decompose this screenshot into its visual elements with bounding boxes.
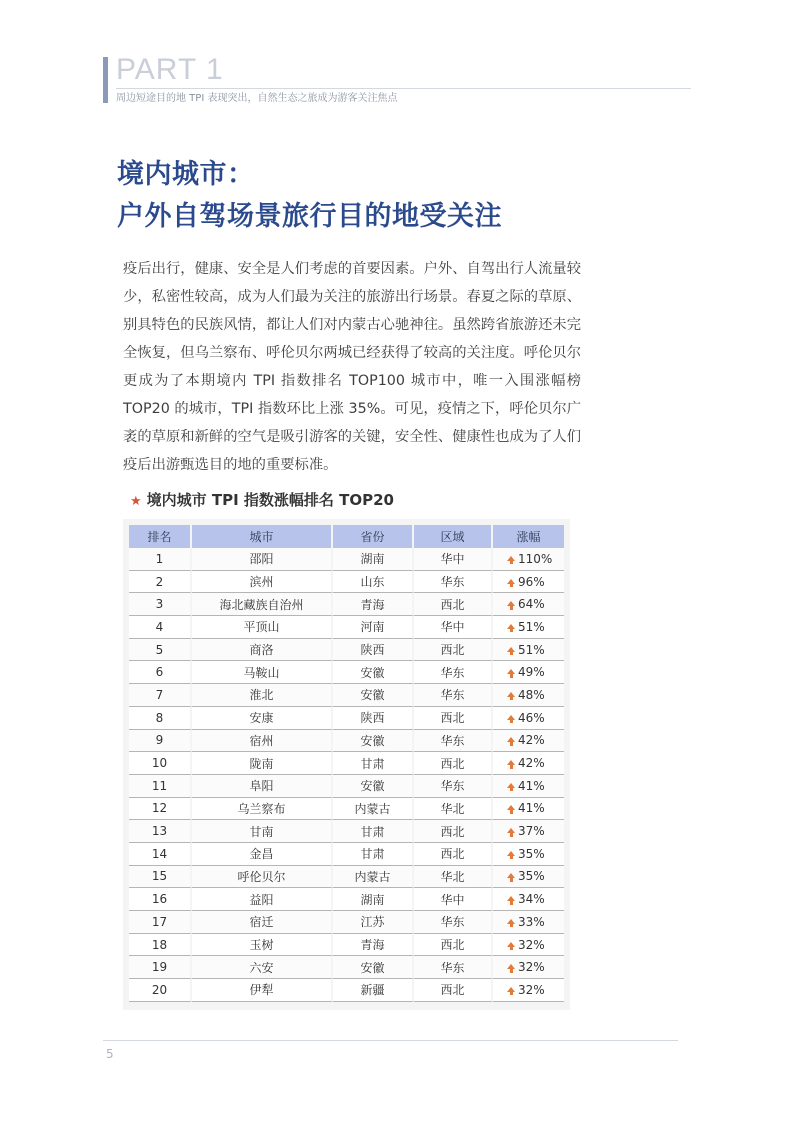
- cell-rank: 11: [129, 775, 192, 798]
- cell-region: 华东: [414, 571, 493, 594]
- cell-rank: 14: [129, 843, 192, 866]
- cell-region: 西北: [414, 979, 493, 1002]
- up-arrow-stem: [510, 901, 513, 905]
- cell-province: 甘肃: [333, 843, 414, 866]
- growth-value: 48%: [518, 687, 545, 702]
- cell-rank: 2: [129, 571, 192, 594]
- cell-province: 安徽: [333, 684, 414, 707]
- cell-city: 伊犁: [192, 979, 333, 1002]
- cell-region: 西北: [414, 752, 493, 775]
- cell-province: 内蒙古: [333, 798, 414, 821]
- cell-province: 湖南: [333, 548, 414, 571]
- growth-value: 34%: [518, 892, 545, 907]
- cell-province: 湖南: [333, 888, 414, 911]
- cell-region: 华北: [414, 798, 493, 821]
- column-header-province: 省份: [333, 525, 414, 548]
- cell-province: 青海: [333, 593, 414, 616]
- up-arrow-stem: [510, 628, 513, 632]
- cell-rank: 9: [129, 730, 192, 753]
- growth-value: 96%: [518, 574, 545, 589]
- cell-growth: [493, 843, 564, 866]
- table-row: [129, 775, 564, 798]
- cell-rank: 5: [129, 639, 192, 662]
- cell-province: 山东: [333, 571, 414, 594]
- cell-city: 商洛: [192, 639, 333, 662]
- cell-growth: [493, 730, 564, 753]
- cell-growth: [493, 956, 564, 979]
- cell-growth: [493, 593, 564, 616]
- up-arrow-stem: [510, 742, 513, 746]
- section-heading-line2: 户外自驾场景旅行目的地受关注: [117, 201, 502, 232]
- cell-city: 海北藏族自治州: [192, 593, 333, 616]
- table-row: [129, 752, 564, 775]
- cell-city: 宿迁: [192, 911, 333, 934]
- cell-growth: [493, 866, 564, 889]
- up-arrow-stem: [510, 583, 513, 587]
- growth-value: 51%: [518, 642, 545, 657]
- table-row: [129, 820, 564, 843]
- growth-value: 33%: [518, 914, 545, 929]
- cell-region: 西北: [414, 593, 493, 616]
- cell-city: 益阳: [192, 888, 333, 911]
- up-arrow-stem: [510, 969, 513, 973]
- table-row: [129, 616, 564, 639]
- cell-rank: 18: [129, 934, 192, 957]
- column-header-region: 区域: [414, 525, 493, 548]
- growth-value: 42%: [518, 756, 545, 771]
- cell-region: 华中: [414, 888, 493, 911]
- up-arrow-stem: [510, 810, 513, 814]
- cell-province: 江苏: [333, 911, 414, 934]
- cell-rank: 17: [129, 911, 192, 934]
- cell-province: 新疆: [333, 979, 414, 1002]
- up-arrow-stem: [510, 991, 513, 995]
- cell-region: 华东: [414, 730, 493, 753]
- cell-province: 安徽: [333, 775, 414, 798]
- header-divider: [116, 88, 691, 89]
- growth-value: 35%: [518, 846, 545, 861]
- column-header-city: 城市: [192, 525, 333, 548]
- cell-growth: [493, 661, 564, 684]
- table-title-text: 境内城市 TPI 指数涨幅排名 TOP20: [146, 491, 394, 509]
- table-row: [129, 798, 564, 821]
- page-number: 5: [106, 1047, 114, 1061]
- cell-region: 西北: [414, 934, 493, 957]
- cell-rank: 4: [129, 616, 192, 639]
- cell-growth: [493, 888, 564, 911]
- cell-city: 宿州: [192, 730, 333, 753]
- cell-city: 邵阳: [192, 548, 333, 571]
- cell-rank: 15: [129, 866, 192, 889]
- cell-growth: [493, 820, 564, 843]
- cell-province: 安徽: [333, 730, 414, 753]
- cell-growth: [493, 707, 564, 730]
- cell-region: 华中: [414, 616, 493, 639]
- cell-rank: 19: [129, 956, 192, 979]
- table-row: [129, 888, 564, 911]
- cell-region: 华东: [414, 911, 493, 934]
- cell-city: 马鞍山: [192, 661, 333, 684]
- cell-province: 河南: [333, 616, 414, 639]
- table-row: [129, 730, 564, 753]
- table-row: [129, 866, 564, 889]
- table-row: [129, 934, 564, 957]
- growth-value: 42%: [518, 733, 545, 748]
- cell-rank: 20: [129, 979, 192, 1002]
- up-arrow-stem: [510, 923, 513, 927]
- table-row: [129, 707, 564, 730]
- up-arrow-stem: [510, 855, 513, 859]
- up-arrow-stem: [510, 719, 513, 723]
- ranking-table: [129, 525, 564, 1002]
- table-row: [129, 684, 564, 707]
- cell-province: 安徽: [333, 956, 414, 979]
- cell-growth: [493, 571, 564, 594]
- cell-rank: 3: [129, 593, 192, 616]
- cell-city: 阜阳: [192, 775, 333, 798]
- cell-city: 呼伦贝尔: [192, 866, 333, 889]
- cell-city: 滨州: [192, 571, 333, 594]
- cell-growth: [493, 775, 564, 798]
- cell-growth: [493, 934, 564, 957]
- footer-divider: [103, 1040, 678, 1041]
- cell-growth: [493, 911, 564, 934]
- table-row: [129, 911, 564, 934]
- part-label: PART 1: [116, 53, 224, 86]
- cell-growth: [493, 639, 564, 662]
- growth-value: 35%: [518, 869, 545, 884]
- up-arrow-stem: [510, 606, 513, 610]
- up-arrow-stem: [510, 833, 513, 837]
- up-arrow-stem: [510, 696, 513, 700]
- table-title: [130, 490, 394, 512]
- cell-region: 华中: [414, 548, 493, 571]
- cell-rank: 10: [129, 752, 192, 775]
- growth-value: 32%: [518, 982, 545, 997]
- header-subtitle: 周边短途目的地 TPI 表现突出，自然生态之旅成为游客关注焦点: [116, 93, 398, 104]
- up-arrow-stem: [510, 787, 513, 791]
- table-row: [129, 639, 564, 662]
- cell-province: 内蒙古: [333, 866, 414, 889]
- up-arrow-stem: [510, 651, 513, 655]
- cell-city: 六安: [192, 956, 333, 979]
- cell-city: 陇南: [192, 752, 333, 775]
- cell-region: 华东: [414, 956, 493, 979]
- growth-value: 46%: [518, 710, 545, 725]
- table-row: [129, 661, 564, 684]
- up-arrow-stem: [510, 946, 513, 950]
- cell-province: 甘肃: [333, 752, 414, 775]
- cell-rank: 1: [129, 548, 192, 571]
- cell-city: 甘南: [192, 820, 333, 843]
- cell-growth: [493, 752, 564, 775]
- header-accent-bar: [103, 57, 108, 103]
- cell-city: 淮北: [192, 684, 333, 707]
- up-arrow-stem: [510, 765, 513, 769]
- cell-rank: 16: [129, 888, 192, 911]
- growth-value: 41%: [518, 778, 545, 793]
- column-header-growth: 涨幅: [493, 525, 564, 548]
- cell-city: 平顶山: [192, 616, 333, 639]
- cell-rank: 7: [129, 684, 192, 707]
- cell-growth: [493, 798, 564, 821]
- column-header-rank: 排名: [129, 525, 192, 548]
- cell-growth: [493, 616, 564, 639]
- cell-region: 华东: [414, 684, 493, 707]
- cell-growth: [493, 684, 564, 707]
- growth-value: 51%: [518, 619, 545, 634]
- body-paragraph: 疫后出行，健康、安全是人们考虑的首要因素。户外、自驾出行人流量较少，私密性较高，成为人们最为关注的旅游出行场景。春夏之际的草原、别具特色的民族风情，都让人们对内蒙古心驰神往。虽然跨省旅游还未完全恢复，但乌兰察布、呼伦贝尔两城已经获得了较高的关注度。呼伦贝尔更成为了本期境内 TPI 指数排名 TOP100 城市中，唯一入围涨幅榜 TOP20 的城市，TPI 指数环比上涨 35%。可见，疫情之下，呼伦贝尔广袤的草原和新鲜的空气是吸引游客的关键，安全性、健康性也成为了人们疫后出游甄选目的地的重要标准。: [123, 261, 581, 473]
- cell-rank: 6: [129, 661, 192, 684]
- table-row: [129, 571, 564, 594]
- section-heading-line1: 境内城市：: [117, 159, 255, 190]
- cell-rank: 8: [129, 707, 192, 730]
- growth-value: 110%: [518, 551, 553, 566]
- cell-growth: [493, 979, 564, 1002]
- cell-city: 乌兰察布: [192, 798, 333, 821]
- cell-province: 青海: [333, 934, 414, 957]
- growth-value: 41%: [518, 801, 545, 816]
- table-row: [129, 843, 564, 866]
- cell-city: 玉树: [192, 934, 333, 957]
- growth-value: 37%: [518, 824, 545, 839]
- cell-province: 陕西: [333, 707, 414, 730]
- cell-region: 西北: [414, 843, 493, 866]
- cell-region: 西北: [414, 639, 493, 662]
- cell-rank: 12: [129, 798, 192, 821]
- cell-city: 安康: [192, 707, 333, 730]
- table-body: [129, 548, 564, 1002]
- table-row: [129, 979, 564, 1002]
- table-row: [129, 956, 564, 979]
- cell-city: 金昌: [192, 843, 333, 866]
- growth-value: 64%: [518, 597, 545, 612]
- table-header-row: [129, 525, 564, 548]
- table-row: [129, 548, 564, 571]
- cell-rank: 13: [129, 820, 192, 843]
- growth-value: 32%: [518, 937, 545, 952]
- cell-region: 华东: [414, 775, 493, 798]
- cell-region: 华北: [414, 866, 493, 889]
- up-arrow-stem: [510, 878, 513, 882]
- up-arrow-stem: [510, 674, 513, 678]
- cell-region: 西北: [414, 820, 493, 843]
- cell-region: 华东: [414, 661, 493, 684]
- star-icon: ★: [130, 494, 142, 509]
- growth-value: 49%: [518, 665, 545, 680]
- table-row: [129, 593, 564, 616]
- cell-growth: [493, 548, 564, 571]
- cell-province: 陕西: [333, 639, 414, 662]
- cell-province: 甘肃: [333, 820, 414, 843]
- cell-province: 安徽: [333, 661, 414, 684]
- up-arrow-stem: [510, 560, 513, 564]
- growth-value: 32%: [518, 960, 545, 975]
- cell-region: 西北: [414, 707, 493, 730]
